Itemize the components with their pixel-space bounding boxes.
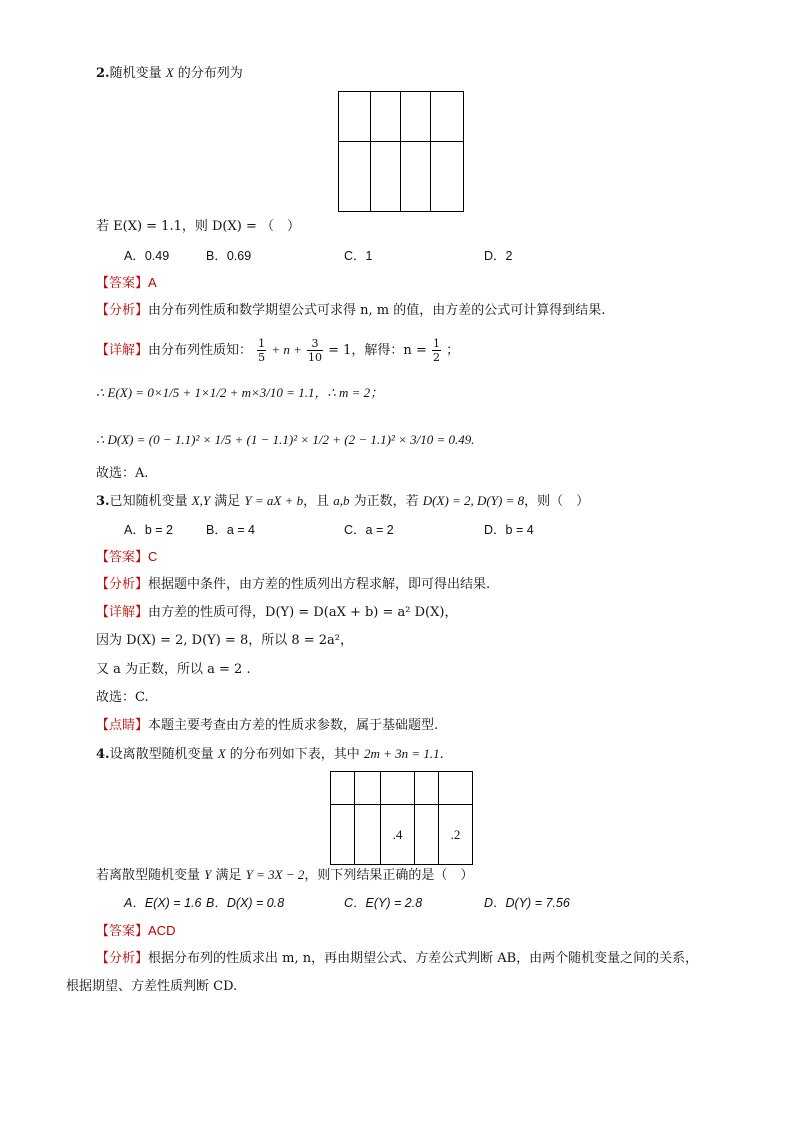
q4-analysis-line1: 【分析】根据分布列的性质求出 m, n，再由期望公式、方差公式判断 AB，由两个随机变量之间的关系， xyxy=(96,951,699,966)
q3-stem: 3.已知随机变量 X,Y 满足 Y = aX + b，且 a,b 为正数，若 D(X) = 2, D(Y) = 8，则（ ） xyxy=(96,493,590,509)
q2-cell xyxy=(401,92,431,142)
q2-distribution-table xyxy=(338,91,464,212)
q4-cell xyxy=(355,805,381,865)
q2-cell xyxy=(431,92,464,142)
q4-question: 若离散型随机变量 Y 满足 Y = 3X − 2，则下列结果正确的是（ ） xyxy=(96,867,474,883)
q2-detail-line3: ∴ D(X) = (0 − 1.1)² × 1/5 + (1 − 1.1)² × 1/2 + (2 − 1.1)² × 3/10 = 0.49. xyxy=(96,432,475,447)
q4-cell xyxy=(381,772,415,805)
q4-cell xyxy=(439,772,473,805)
q3-detail-line2: 因为 D(X) = 2, D(Y) = 8，所以 8 = 2a²， xyxy=(96,633,354,648)
q2-option-d: D．2 xyxy=(484,249,513,263)
q2-analysis: 【分析】由分布列性质和数学期望公式可求得 n, m 的值，由方差的公式可计算得到结果. xyxy=(96,303,606,318)
q4-option-b: B．D(X) = 0.8 xyxy=(206,896,285,910)
q2-stem: 2.随机变量 X 的分布列为 xyxy=(96,65,243,81)
q2-detail-line1: 【详解】由分布列性质知： $\frac{1}{5}$ + n + $\frac{3}{10}$ = 1，解得：n = $\frac{1}{2}$ ； xyxy=(96,337,460,364)
q4-cell: .4 xyxy=(381,805,415,865)
q2-cell xyxy=(339,142,371,212)
q2-option-b: B．0.69 xyxy=(206,249,252,263)
q4-cell xyxy=(415,805,439,865)
q3-detail-line1: 【详解】由方差的性质可得，D(Y) = D(aX + b) = a² D(X)， xyxy=(96,605,458,620)
q3-analysis: 【分析】根据题中条件，由方差的性质列出方程求解，即可得出结果. xyxy=(96,577,491,592)
q3-option-d: D．b = 4 xyxy=(484,523,534,537)
q2-answer: 【答案】A xyxy=(96,275,157,291)
q4-cell xyxy=(331,805,355,865)
q4-cell xyxy=(331,772,355,805)
q4-option-c: C．E(Y) = 2.8 xyxy=(344,896,423,910)
q3-answer: 【答案】C xyxy=(96,549,158,565)
q2-question: 若 E(X) = 1.1，则 D(X) = （ ） xyxy=(96,219,300,234)
q4-stem: 4.设离散型随机变量 X 的分布列如下表，其中 2m + 3n = 1.1. xyxy=(96,746,444,762)
q3-option-b: B．a = 4 xyxy=(206,523,255,537)
q2-detail-line2: ∴ E(X) = 0×1/5 + 1×1/2 + m×3/10 = 1.1，∴ m = 2； xyxy=(96,385,384,400)
q4-option-d: D．D(Y) = 7.56 xyxy=(484,896,570,910)
q2-cell xyxy=(401,142,431,212)
q3-option-a: A．b = 2 xyxy=(124,523,173,537)
q2-cell xyxy=(431,142,464,212)
q3-comment: 【点睛】本题主要考查由方差的性质求参数，属于基础题型. xyxy=(96,718,439,733)
q4-answer: 【答案】ACD xyxy=(96,923,176,939)
q4-cell xyxy=(355,772,381,805)
q4-distribution-table xyxy=(330,771,473,865)
q3-detail-line3: 又 a 为正数，所以 a = 2 . xyxy=(96,662,251,677)
q2-option-c: C．1 xyxy=(344,249,373,263)
q2-cell xyxy=(371,92,401,142)
q4-cell xyxy=(415,772,439,805)
q3-option-c: C．a = 2 xyxy=(344,523,394,537)
q4-analysis-line2: 根据期望、方差性质判断 CD. xyxy=(66,979,238,994)
q2-option-a: A．0.49 xyxy=(124,249,170,263)
q4-option-a: A．E(X) = 1.6 xyxy=(124,896,202,910)
q2-cell xyxy=(339,92,371,142)
q3-choose: 故选：C. xyxy=(96,690,149,705)
q2-choose: 故选：A. xyxy=(96,466,149,481)
q2-cell xyxy=(371,142,401,212)
q4-cell: .2 xyxy=(439,805,473,865)
